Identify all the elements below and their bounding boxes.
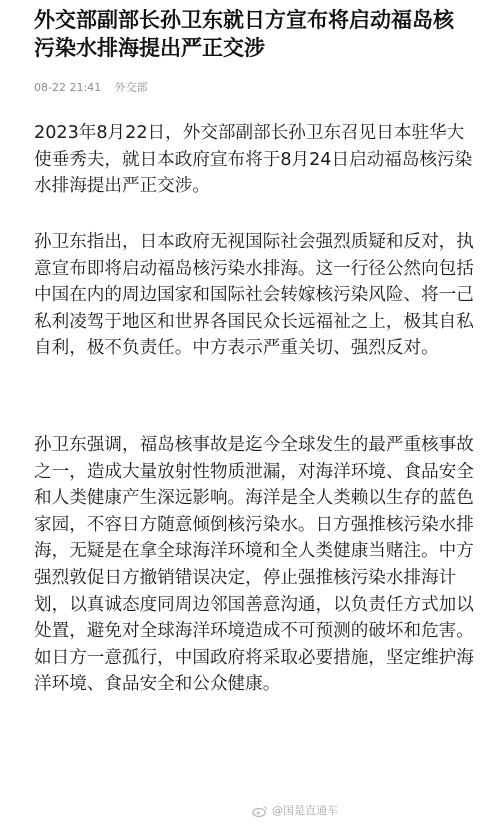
article-meta — [34, 80, 148, 96]
publish-time: 08-22 21:41 — [34, 81, 102, 94]
watermark-text: @国是直通车 — [272, 804, 338, 817]
source-name[interactable]: 外交部 — [114, 81, 148, 94]
article-paragraph-3: 孙卫东强调，福岛核事故是迄今全球发生的最严重核事故之一，造成大量放射性物质泄漏，对海洋环境、食品安全和人类健康产生深远影响。海洋是全人类赖以生存的蓝色家园，不容日方随意倾倒核污染水。日方强推核污染水排海，无疑是在拿全球海洋环境和全人类健康当赌注。中方强烈敦促日方撤销错误决定，停止强推核污染水排海计划，以真诚态度同周边邻国善意沟通，以负责任方式加以处置，避免对全球海洋环境造成不可预测的破坏和危害。如日方一意孤行，中国政府将采取必要措施，坚定维护海洋环境、食品安全和公众健康。 — [34, 435, 474, 695]
weibo-icon — [252, 805, 268, 817]
article-paragraph-2: 孙卫东指出，日本政府无视国际社会强烈质疑和反对，执意宣布即将启动福岛核污染水排海。这一行径公然向包括中国在内的周边国家和国际社会转嫁核污染风险、将一己私利凌驾于地区和世界各国民众长远福祉之上，极其自私自利，极不负责任。中方表示严重关切、强烈反对。 — [34, 232, 474, 359]
watermark — [252, 804, 338, 818]
article-title: 外交部副部长孙卫东就日方宣布将启动福岛核污染水排海提出严正交涉 — [34, 8, 454, 60]
article-paragraph-1: 2023年8月22日，外交部副部长孙卫东召见日本驻华大使垂秀夫，就日本政府宣布将于8月24日启动福岛核污染水排海提出严正交涉。 — [34, 123, 473, 197]
